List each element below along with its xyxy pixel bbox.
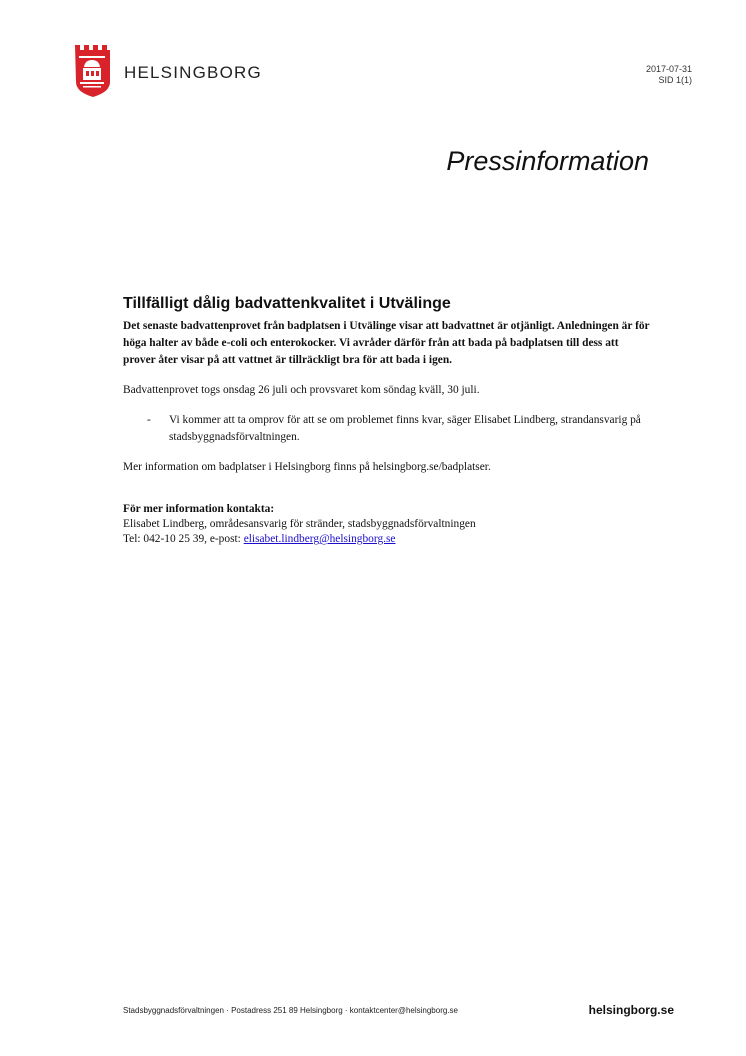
headline: Tillfälligt dålig badvattenkvalitet i Utvälinge (123, 295, 451, 312)
document-type-title: Pressinformation (446, 146, 649, 176)
document-date: 2017-07-31 (645, 64, 692, 74)
footer-website: helsingborg.se (588, 1003, 674, 1017)
page-number: SID 1(1) (658, 75, 692, 85)
brand-name: HELSINGBORG (124, 63, 262, 82)
quote-item (123, 412, 653, 446)
lead-paragraph: Det senaste badvattenprovet från badplatsen i Utvälinge visar att badvattnet är otjänligt. Anledningen är för höga halter av både e-coli och enterokocker. Vi avråder därför från att bada på badplatsen till dess att prover åter visar på att vattnet är tillräckligt bra för att bada i igen. (123, 320, 650, 366)
contact-line (123, 532, 653, 547)
contact-block (123, 502, 653, 547)
quote-text: Vi kommer att ta omprov för att se om problemet finns kvar, säger Elisabet Lindberg, strandansvarig på stadsbyggnadsförvaltningen. (169, 414, 641, 443)
footer-address: Stadsbyggnadsförvaltningen · Postadress 251 89 Helsingborg · kontaktcenter@helsingborg.se (123, 1006, 458, 1015)
paragraph-sample-date: Badvattenprovet togs onsdag 26 juli och provsvaret kom söndag kväll, 30 juli. (123, 384, 480, 396)
quote-dash: - (147, 414, 151, 426)
contact-phone: Tel: 042-10 25 39, e-post: (123, 533, 244, 545)
paragraph-more-info: Mer information om badplatser i Helsingborg finns på helsingborg.se/badplatser. (123, 461, 491, 473)
contact-email-link[interactable]: elisabet.lindberg@helsingborg.se (243, 533, 396, 545)
contact-heading: För mer information kontakta: (123, 503, 275, 515)
helsingborg-crest-logo (74, 44, 110, 98)
document-meta (646, 64, 692, 86)
contact-person: Elisabet Lindberg, områdesansvarig för stränder, stadsbyggnadsförvaltningen (123, 518, 476, 530)
press-release-body (123, 295, 653, 547)
